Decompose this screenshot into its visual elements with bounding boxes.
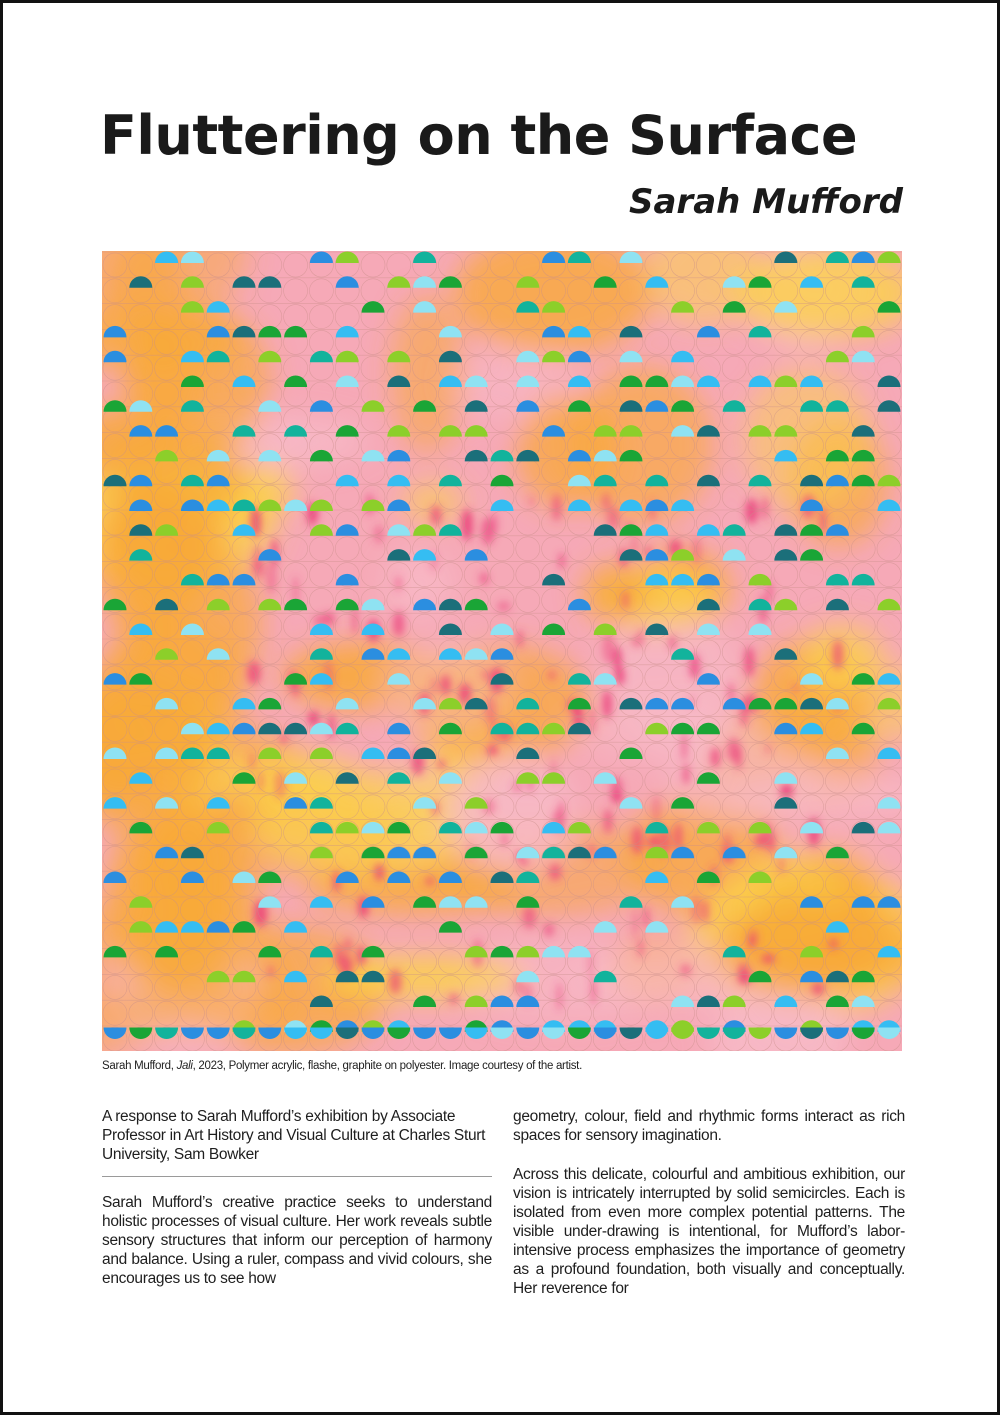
paint-drip [430,505,441,525]
paint-wash [583,563,649,624]
paint-drip [704,899,709,924]
artist-name: Sarah Mufford [629,182,903,222]
paint-drip [682,730,686,761]
paint-drip [638,938,644,958]
text-column-right [513,1107,905,1298]
paint-drip [792,684,800,693]
paint-drip [268,966,273,977]
caption-suffix: , 2023, Polymer acrylic, flashe, graphite on polyester. Image courtesy of the artist. [192,1060,582,1072]
body-paragraph-1-continued: geometry, colour, field and rhythmic forms interact as rich spaces for sensory imagination. [513,1108,905,1144]
paint-drip [484,696,496,724]
paint-drip [762,954,775,963]
paint-drip [425,877,435,886]
paint-drip [632,908,637,939]
caption-prefix: Sarah Mufford, [102,1060,177,1072]
divider [102,1176,492,1177]
paint-drip [441,675,451,695]
paint-drip [335,944,343,966]
poster-title: Fluttering on the Surface [100,104,858,167]
paint-wash [744,365,871,512]
artwork-painting [102,251,902,1051]
paint-drip [267,563,276,594]
paint-drip [812,983,825,996]
body-paragraph-2: Across this delicate, colourful and ambitious exhibition, our vision is intricately interrupted by solid semicircles. Each is isolated from even more complex potential patterns. The visible under-drawing is intentional, for Mufford’s labor-intensive process emphasizes the importance of geometry as a profound foundation, both visually and conceptually. Her reverence for [513,1166,905,1297]
paint-drip [395,576,403,592]
body-paragraph-1: Sarah Mufford’s creative practice seeks to understand holistic processes of visual culture. Her work reveals subtle sensory structures that inform our perception of harmony and balance. Using a ruler, compass and vivid colours, she encourages us to see how [102,1194,492,1287]
paint-drip [345,938,351,954]
text-column-left [102,1107,492,1288]
paint-drip [529,496,534,506]
paint-drip [548,671,555,680]
paint-drip [631,826,643,854]
artwork-image [102,251,902,1051]
paint-drip [437,760,446,769]
paint-drip [631,636,644,648]
caption-work-title: Jali [176,1060,193,1072]
paint-drip [622,591,628,610]
paint-drip [389,969,402,994]
artwork-caption [102,1060,902,1072]
paint-drip [668,635,676,650]
paint-drip [374,525,384,543]
paint-drip [748,935,756,949]
paint-drip [259,771,263,791]
intro-paragraph: A response to Sarah Mufford’s exhibition by Associate Professor in Art History and Visual Culture at Charles Sturt University, Sam Bowker [102,1108,486,1163]
paint-drip [280,734,288,744]
